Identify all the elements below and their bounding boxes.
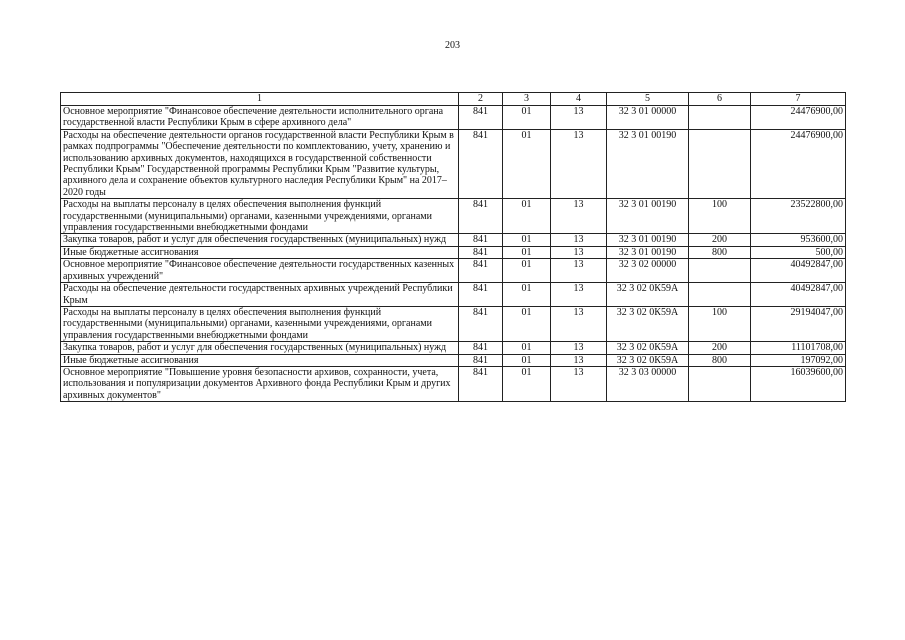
cell-ministry: 841	[459, 199, 503, 234]
cell-section: 01	[503, 342, 551, 354]
cell-expense-type	[689, 106, 751, 130]
cell-amount: 29194047,00	[751, 306, 846, 341]
cell-expense-type	[689, 129, 751, 198]
cell-subsection: 13	[551, 306, 607, 341]
cell-ministry: 841	[459, 129, 503, 198]
cell-subsection: 13	[551, 283, 607, 307]
cell-expense-type	[689, 366, 751, 401]
column-header-ministry: 2	[459, 93, 503, 106]
cell-target: 32 3 01 00190	[607, 234, 689, 246]
column-header-subsection: 4	[551, 93, 607, 106]
table-header-row	[61, 93, 846, 106]
table-body	[61, 106, 846, 402]
table-row	[61, 259, 846, 283]
cell-ministry: 841	[459, 354, 503, 366]
cell-name: Основное мероприятие "Финансовое обеспечение деятельности исполнительного органа государственной власти Республики Крым в сфере архивного дела"	[61, 106, 459, 130]
budget-table	[60, 92, 846, 402]
cell-subsection: 13	[551, 354, 607, 366]
cell-target: 32 3 03 00000	[607, 366, 689, 401]
cell-target: 32 3 02 0К59А	[607, 306, 689, 341]
cell-amount: 11101708,00	[751, 342, 846, 354]
cell-name: Основное мероприятие "Повышение уровня безопасности архивов, сохранности, учета, использования и популяризации документов Архивного фонда Республики Крым и других архивных документов"	[61, 366, 459, 401]
table-row	[61, 342, 846, 354]
cell-name: Расходы на обеспечение деятельности органов государственной власти Республики Крым в рамках подпрограммы "Обеспечение деятельности по комплектованию, учету, хранению и использованию архивных документов, находящихся в государственной собственности Республики Крым" Государственной программы Республики Крым "Развитие культуры, архивного дела и сохранение объектов культурного наследия Республики Крым" на 2017–2020 годы	[61, 129, 459, 198]
cell-ministry: 841	[459, 106, 503, 130]
cell-section: 01	[503, 366, 551, 401]
table-row	[61, 246, 846, 258]
table-row	[61, 366, 846, 401]
table-row	[61, 199, 846, 234]
cell-expense-type	[689, 283, 751, 307]
cell-subsection: 13	[551, 199, 607, 234]
cell-subsection: 13	[551, 342, 607, 354]
cell-name: Закупка товаров, работ и услуг для обеспечения государственных (муниципальных) нужд	[61, 342, 459, 354]
cell-expense-type: 200	[689, 234, 751, 246]
cell-ministry: 841	[459, 283, 503, 307]
cell-target: 32 3 02 0К59А	[607, 354, 689, 366]
cell-name: Основное мероприятие "Финансовое обеспечение деятельности государственных казенных архивных учреждений"	[61, 259, 459, 283]
cell-expense-type	[689, 259, 751, 283]
cell-amount: 197092,00	[751, 354, 846, 366]
cell-section: 01	[503, 283, 551, 307]
cell-section: 01	[503, 259, 551, 283]
cell-amount: 24476900,00	[751, 129, 846, 198]
cell-ministry: 841	[459, 246, 503, 258]
cell-name: Расходы на выплаты персоналу в целях обеспечения выполнения функций государственными (муниципальными) органами, казенными учреждениями, органами управления государственными внебюджетными фондами	[61, 306, 459, 341]
cell-section: 01	[503, 354, 551, 366]
table-row	[61, 354, 846, 366]
cell-section: 01	[503, 129, 551, 198]
cell-section: 01	[503, 199, 551, 234]
column-header-amount: 7	[751, 93, 846, 106]
cell-subsection: 13	[551, 246, 607, 258]
cell-name: Расходы на выплаты персоналу в целях обеспечения выполнения функций государственными (муниципальными) органами, казенными учреждениями, органами управления государственными внебюджетными фондами	[61, 199, 459, 234]
cell-target: 32 3 01 00190	[607, 129, 689, 198]
cell-target: 32 3 01 00190	[607, 246, 689, 258]
cell-target: 32 3 02 0К59А	[607, 342, 689, 354]
cell-amount: 23522800,00	[751, 199, 846, 234]
cell-expense-type: 800	[689, 354, 751, 366]
cell-subsection: 13	[551, 259, 607, 283]
cell-section: 01	[503, 234, 551, 246]
table-row	[61, 306, 846, 341]
table-row	[61, 283, 846, 307]
column-header-name: 1	[61, 93, 459, 106]
cell-amount: 40492847,00	[751, 259, 846, 283]
cell-ministry: 841	[459, 366, 503, 401]
cell-target: 32 3 01 00000	[607, 106, 689, 130]
cell-ministry: 841	[459, 259, 503, 283]
cell-amount: 500,00	[751, 246, 846, 258]
table-row	[61, 129, 846, 198]
cell-amount: 16039600,00	[751, 366, 846, 401]
table-row	[61, 234, 846, 246]
column-header-target: 5	[607, 93, 689, 106]
table-row	[61, 106, 846, 130]
cell-target: 32 3 02 0К59А	[607, 283, 689, 307]
cell-section: 01	[503, 246, 551, 258]
cell-name: Иные бюджетные ассигнования	[61, 354, 459, 366]
cell-amount: 40492847,00	[751, 283, 846, 307]
cell-subsection: 13	[551, 234, 607, 246]
cell-expense-type: 100	[689, 306, 751, 341]
cell-ministry: 841	[459, 342, 503, 354]
cell-section: 01	[503, 306, 551, 341]
cell-subsection: 13	[551, 129, 607, 198]
cell-subsection: 13	[551, 106, 607, 130]
cell-name: Расходы на обеспечение деятельности государственных архивных учреждений Республики Крым	[61, 283, 459, 307]
cell-target: 32 3 01 00190	[607, 199, 689, 234]
cell-amount: 24476900,00	[751, 106, 846, 130]
cell-expense-type: 100	[689, 199, 751, 234]
column-header-section: 3	[503, 93, 551, 106]
cell-subsection: 13	[551, 366, 607, 401]
cell-ministry: 841	[459, 234, 503, 246]
column-header-expense-type: 6	[689, 93, 751, 106]
cell-ministry: 841	[459, 306, 503, 341]
cell-name: Закупка товаров, работ и услуг для обеспечения государственных (муниципальных) нужд	[61, 234, 459, 246]
cell-target: 32 3 02 00000	[607, 259, 689, 283]
page-number: 203	[445, 40, 460, 51]
cell-name: Иные бюджетные ассигнования	[61, 246, 459, 258]
cell-expense-type: 800	[689, 246, 751, 258]
cell-amount: 953600,00	[751, 234, 846, 246]
cell-expense-type: 200	[689, 342, 751, 354]
cell-section: 01	[503, 106, 551, 130]
